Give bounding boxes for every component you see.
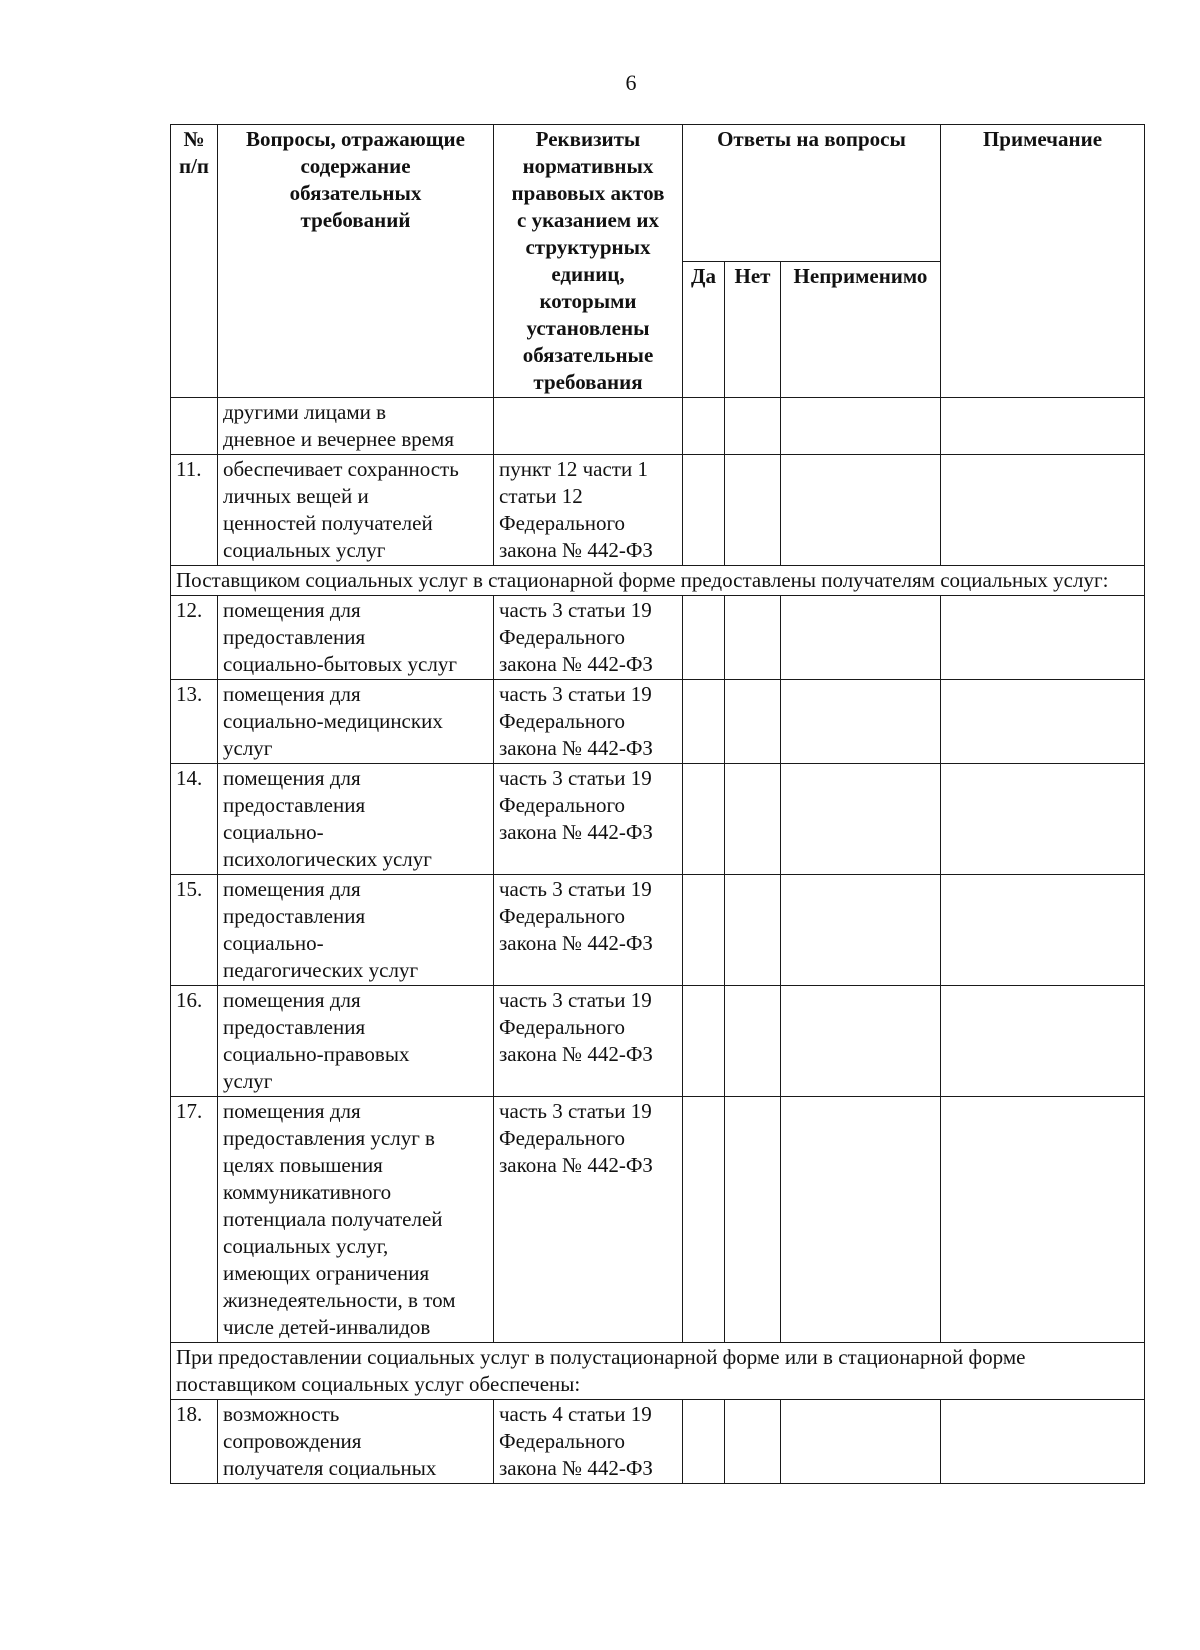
row-question: помещения для предоставления социально-бытовых услуг (218, 596, 494, 680)
row-number (171, 398, 218, 455)
answer-yes-cell[interactable] (683, 455, 725, 566)
row-question: помещения для предоставления социально- педагогических услуг (218, 875, 494, 986)
table-row (171, 764, 1145, 875)
header-question: Вопросы, отражающие содержание обязательных требований (218, 125, 494, 398)
answer-no-cell[interactable] (725, 764, 781, 875)
notes-cell[interactable] (941, 596, 1145, 680)
answer-yes-cell[interactable] (683, 596, 725, 680)
answer-yes-cell[interactable] (683, 398, 725, 455)
row-requisites: часть 3 статьи 19 Федерального закона № 442-ФЗ (494, 680, 683, 764)
answer-na-cell[interactable] (781, 596, 941, 680)
table-row (171, 680, 1145, 764)
header-answers: Ответы на вопросы (683, 125, 941, 262)
answer-yes-cell[interactable] (683, 986, 725, 1097)
row-number: 13. (171, 680, 218, 764)
answer-yes-cell[interactable] (683, 764, 725, 875)
row-question: помещения для социально-медицинских услуг (218, 680, 494, 764)
answer-na-cell[interactable] (781, 875, 941, 986)
notes-cell[interactable] (941, 1400, 1145, 1484)
row-number: 15. (171, 875, 218, 986)
answer-yes-cell[interactable] (683, 1097, 725, 1343)
row-requisites: часть 3 статьи 19 Федерального закона № 442-ФЗ (494, 596, 683, 680)
answer-no-cell[interactable] (725, 1097, 781, 1343)
row-question: обеспечивает сохранность личных вещей и ценностей получателей социальных услуг (218, 455, 494, 566)
answer-yes-cell[interactable] (683, 1400, 725, 1484)
notes-cell[interactable] (941, 1097, 1145, 1343)
header-notes: Примечание (941, 125, 1145, 398)
section-row (171, 1343, 1145, 1400)
row-requisites: часть 3 статьи 19 Федерального закона № 442-ФЗ (494, 986, 683, 1097)
notes-cell[interactable] (941, 398, 1145, 455)
row-requisites: часть 3 статьи 19 Федерального закона № 442-ФЗ (494, 875, 683, 986)
row-requisites: часть 4 статьи 19 Федерального закона № 442-ФЗ (494, 1400, 683, 1484)
answer-na-cell[interactable] (781, 986, 941, 1097)
table-row (171, 986, 1145, 1097)
answer-no-cell[interactable] (725, 1400, 781, 1484)
answer-no-cell[interactable] (725, 398, 781, 455)
answer-yes-cell[interactable] (683, 680, 725, 764)
section-heading: При предоставлении социальных услуг в полустационарной форме или в стационарной форме поставщиком социальных услуг обеспечены: (171, 1343, 1145, 1400)
row-number: 16. (171, 986, 218, 1097)
answer-na-cell[interactable] (781, 398, 941, 455)
table-row (171, 1400, 1145, 1484)
row-requisites: пункт 12 части 1 статьи 12 Федерального закона № 442-ФЗ (494, 455, 683, 566)
answer-na-cell[interactable] (781, 764, 941, 875)
row-question: помещения для предоставления услуг в целях повышения коммуникативного потенциала получателей социальных услуг, имеющих ограничения жизнедеятельности, в том числе детей-инвалидов (218, 1097, 494, 1343)
header-row (171, 125, 1145, 262)
row-requisites (494, 398, 683, 455)
table-row (171, 398, 1145, 455)
answer-yes-cell[interactable] (683, 875, 725, 986)
row-question: помещения для предоставления социально-правовых услуг (218, 986, 494, 1097)
table-row (171, 596, 1145, 680)
row-question: другими лицами в дневное и вечернее время (218, 398, 494, 455)
row-question: помещения для предоставления социально- психологических услуг (218, 764, 494, 875)
answer-no-cell[interactable] (725, 596, 781, 680)
header-not-applicable: Неприменимо (781, 261, 941, 398)
row-question: возможность сопровождения получателя социальных (218, 1400, 494, 1484)
section-row (171, 566, 1145, 596)
row-number: 11. (171, 455, 218, 566)
row-requisites: часть 3 статьи 19 Федерального закона № 442-ФЗ (494, 764, 683, 875)
notes-cell[interactable] (941, 680, 1145, 764)
section-heading: Поставщиком социальных услуг в стационарной форме предоставлены получателям социальных услуг: (171, 566, 1145, 596)
checklist-table (170, 124, 1145, 1484)
notes-cell[interactable] (941, 455, 1145, 566)
answer-na-cell[interactable] (781, 1097, 941, 1343)
answer-no-cell[interactable] (725, 875, 781, 986)
answer-na-cell[interactable] (781, 455, 941, 566)
notes-cell[interactable] (941, 986, 1145, 1097)
header-number: № п/п (171, 125, 218, 398)
answer-na-cell[interactable] (781, 1400, 941, 1484)
row-number: 12. (171, 596, 218, 680)
table-row (171, 1097, 1145, 1343)
header-requisites: Реквизиты нормативных правовых актов с указанием их структурных единиц, которыми установлены обязательные требования (494, 125, 683, 398)
header-yes: Да (683, 261, 725, 398)
page-number: 6 (625, 70, 637, 95)
header-no: Нет (725, 261, 781, 398)
answer-no-cell[interactable] (725, 680, 781, 764)
answer-na-cell[interactable] (781, 680, 941, 764)
row-number: 17. (171, 1097, 218, 1343)
answer-no-cell[interactable] (725, 455, 781, 566)
notes-cell[interactable] (941, 764, 1145, 875)
row-number: 18. (171, 1400, 218, 1484)
notes-cell[interactable] (941, 875, 1145, 986)
answer-no-cell[interactable] (725, 986, 781, 1097)
table-row (171, 455, 1145, 566)
row-number: 14. (171, 764, 218, 875)
row-requisites: часть 3 статьи 19 Федерального закона № 442-ФЗ (494, 1097, 683, 1343)
table-row (171, 875, 1145, 986)
